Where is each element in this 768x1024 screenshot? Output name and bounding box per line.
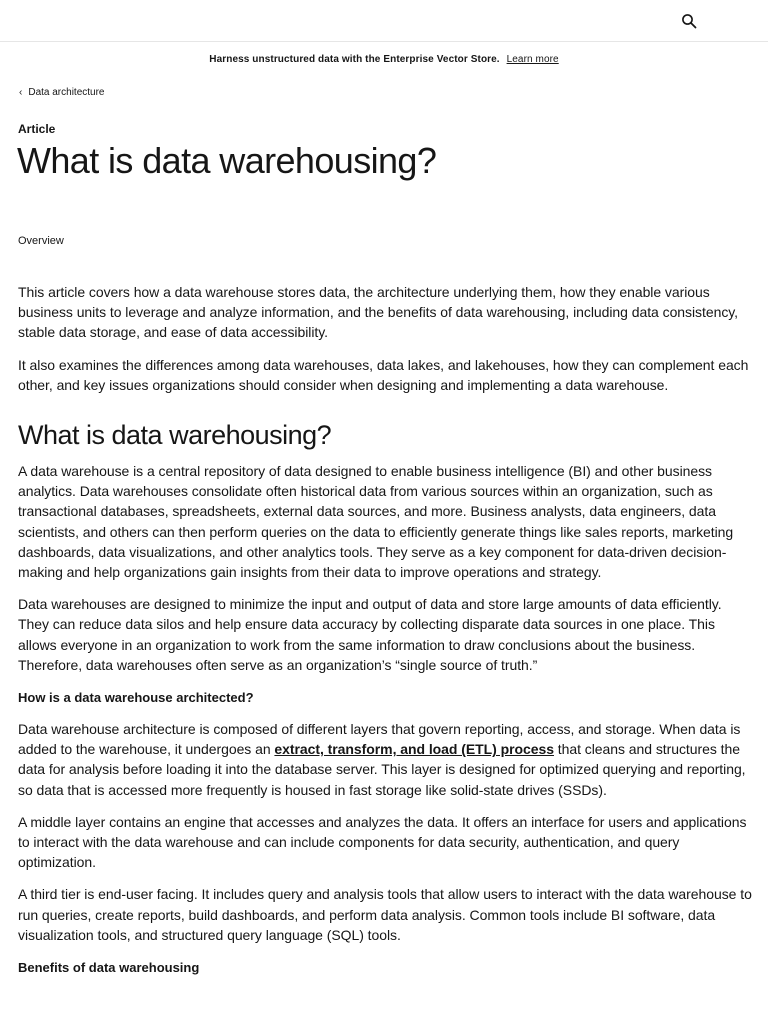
content-type-label: Article <box>18 122 56 136</box>
architecture-paragraph <box>18 719 754 800</box>
promo-banner <box>0 54 768 65</box>
intro-paragraph: It also examines the differences among data warehouses, data lakes, and lakehouses, how they can complement each other, and key issues organizations should consider when designing and implementing a data warehouse. <box>18 356 749 393</box>
section-paragraph: Data warehouses are designed to minimize the input and output of data and store large amounts of data efficiently. They can reduce data silos and help ensure data accuracy by collecting disparate data sources in one place. This allows everyone in an organization to work from the same information to draw conclusions about the business. Therefore, data warehouses often serve as an organization’s “single source of truth.” <box>18 596 722 673</box>
etl-process-link[interactable]: extract, transform, and load (ETL) process <box>274 741 554 758</box>
section-paragraph: A data warehouse is a central repository of data designed to enable business intelligence (BI) and other business analytics. Data warehouses consolidate often historical data from various sources within an organization, such as transactional databases, spreadsheets, external data sources, and more. Business analysts, data engineers, data scientists, and others can then perform queries on the data to efficiently generate things like sales reports, marketing dashboards, data visualizations, and other analytics tools. They serve as a key component for data-driven decision-making and help organizations gain insights from their data to improve operations and strategy. <box>18 463 734 581</box>
paragraph-text: Data warehouse architecture is composed of different layers that govern reporting, access, and storage. When data is added to the warehouse, it undergoes an <box>18 721 741 758</box>
chevron-left-icon: ‹ <box>19 87 23 98</box>
subsection-heading: How is a data warehouse architected? <box>18 690 254 706</box>
intro-paragraph: This article covers how a data warehouse stores data, the architecture underlying them, how they enable various business units to leverage and analyze information, and the benefits of data warehousing, including data consistency, stable data storage, and ease of data accessibility. <box>18 284 739 341</box>
top-navigation-bar <box>0 0 768 42</box>
banner-text: Harness unstructured data with the Enterprise Vector Store. <box>209 54 500 65</box>
search-button[interactable] <box>676 8 702 34</box>
article-body <box>18 282 754 989</box>
page-title: What is data warehousing? <box>17 140 437 181</box>
section-heading: What is data warehousing? <box>18 420 332 451</box>
overview-label: Overview <box>18 235 64 247</box>
paragraph-text: that cleans and structures the data for analysis before loading it into the database server. This layer is designed for optimized querying and reporting, so data that is accessed more frequently is housed in fast storage like solid-state drives (SSDs). <box>18 741 746 798</box>
architecture-paragraph: A middle layer contains an engine that accesses and analyzes the data. It offers an interface for users and applications to interact with the data warehouse and can include components for data security, authentication, and query optimization. <box>18 813 747 871</box>
search-icon <box>681 13 697 29</box>
breadcrumb[interactable] <box>19 87 105 98</box>
architecture-paragraph: A third tier is end-user facing. It includes query and analysis tools that allow users to interact with the data warehouse to run queries, create reports, build dashboards, and perform data analysis. Common tools include BI software, data visualization tools, and structured query language (SQL) tools. <box>18 886 752 943</box>
banner-learn-more-link[interactable]: Learn more <box>506 54 559 65</box>
subsection-heading: Benefits of data warehousing <box>18 960 200 976</box>
breadcrumb-link[interactable]: Data architecture <box>28 87 105 98</box>
